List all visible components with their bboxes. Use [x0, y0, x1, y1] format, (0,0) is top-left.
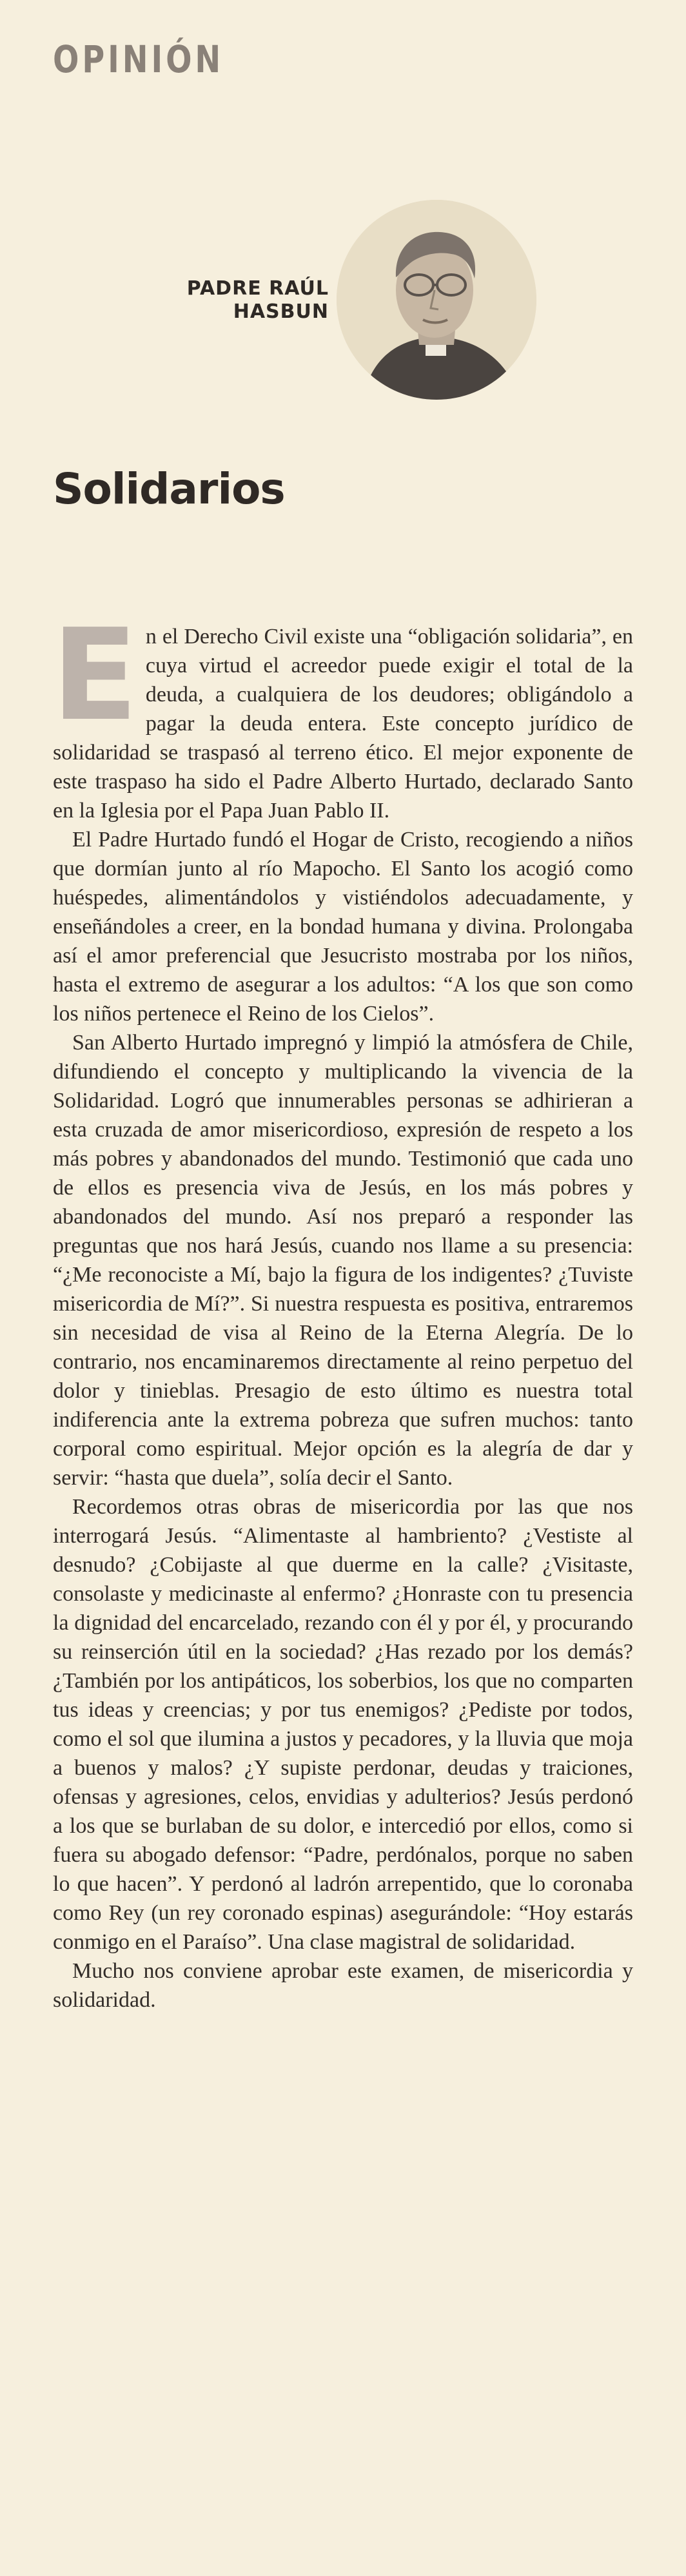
paragraph-1 — [52, 602, 633, 825]
paragraph-4: Recordemos otras obras de misericordia por las que nos interrogará Jesús. “Alimentaste al hambriento? ¿Vestiste al desnudo? ¿Cobijaste al que duerme en la calle? ¿Visitaste, consolaste y medicinaste al enfermo? ¿Honraste con tu presencia la dignidad del encarcelado, rezando con él y por él, y procurando su reinserción útil en la sociedad? ¿Has rezado por los demás? ¿También por los antipáticos, los soberbios, los que no comparten tus ideas y creencias; y por tus enemigos? ¿Pediste por todos, como el sol que ilumina a justos y pecadores, y la lluvia que moja a buenos y malos? ¿Y supiste perdonar, deudas y traiciones, ofensas y agresiones, celos, envidias y adulterios? Jesús perdonó a los que se burlaban de su dolor, e intercedió por ellos, como si fuera su abogado defensor: “Padre, perdónalos, porque no saben lo que hacen”. Y perdonó al ladrón arrepentido, que lo coronaba como Rey (un rey coronado espinas) asegurándole: “Hoy estarás conmigo en el Paraíso”. Una clase magistral de solidaridad. — [53, 1495, 633, 1954]
author-portrait-image — [337, 200, 536, 400]
author-portrait — [337, 200, 536, 400]
article-body — [52, 602, 633, 2015]
article-title: Solidarios — [53, 464, 285, 514]
author-byline — [187, 277, 329, 324]
section-label: OPINIÓN — [53, 37, 224, 81]
paragraph-1-text: n el Derecho Civil existe una “obligación solidaria”, en cuya virtud el acreedor puede exigir el total de la deuda, a cualquiera de los deudores; obligándolo a pagar la deuda entera. Este concepto jurídico de solidaridad se traspasó al terreno ético. El mejor exponente de este traspaso ha sido el Padre Alberto Hurtado, declarado Santo en la Iglesia por el Papa Juan Pablo II. — [53, 625, 633, 823]
author-name-line1: PADRE RAÚL — [186, 277, 329, 300]
paragraph-2: El Padre Hurtado fundó el Hogar de Cristo, recogiendo a niños que dormían junto al río Mapocho. El Santo los acogió como huéspedes, alimentándolos y vistiéndolos adecuadamente, y enseñándoles a creer, en la bondad humana y divina. Prolongaba así el amor preferencial que Jesucristo mostraba por los niños, hasta el extremo de asegurar a los adultos: “A los que son como los niños pertenece el Reino de los Cielos”. — [53, 828, 633, 1026]
paragraph-5: Mucho nos conviene aprobar este examen, de misericordia y solidaridad. — [53, 1959, 633, 2012]
author-name-line2: HASBUN — [233, 300, 329, 323]
paragraph-3: San Alberto Hurtado impregnó y limpió la atmósfera de Chile, difundiendo el concepto y multiplicando la vivencia de la Solidaridad. Logró que innumerables personas se adhirieran a esta cruzada de amor misericordioso, expresión de respeto a los más pobres y abandonados del mundo. Testimonió que cada uno de ellos es presencia viva de Jesús, en los más pobres y abandonados del mundo. Así nos preparó a responder las preguntas que nos hará Jesús, cuando nos llame a su presencia: “¿Me reconociste a Mí, bajo la figura de los indigentes? ¿Tuviste misericordia de Mí?”. Si nuestra respuesta es positiva, entraremos sin necesidad de visa al Reino de la Eterna Alegría. De lo contrario, nos encaminaremos directamente al reino perpetuo del dolor y tinieblas. Presagio de esto último es nuestra total indiferencia ante la extrema pobreza que sufren muchos: tanto corporal como espiritual. Mejor opción es la alegría de dar y servir: “hasta que duela”, solía decir el Santo. — [53, 1031, 633, 1490]
drop-cap: E — [52, 602, 138, 749]
